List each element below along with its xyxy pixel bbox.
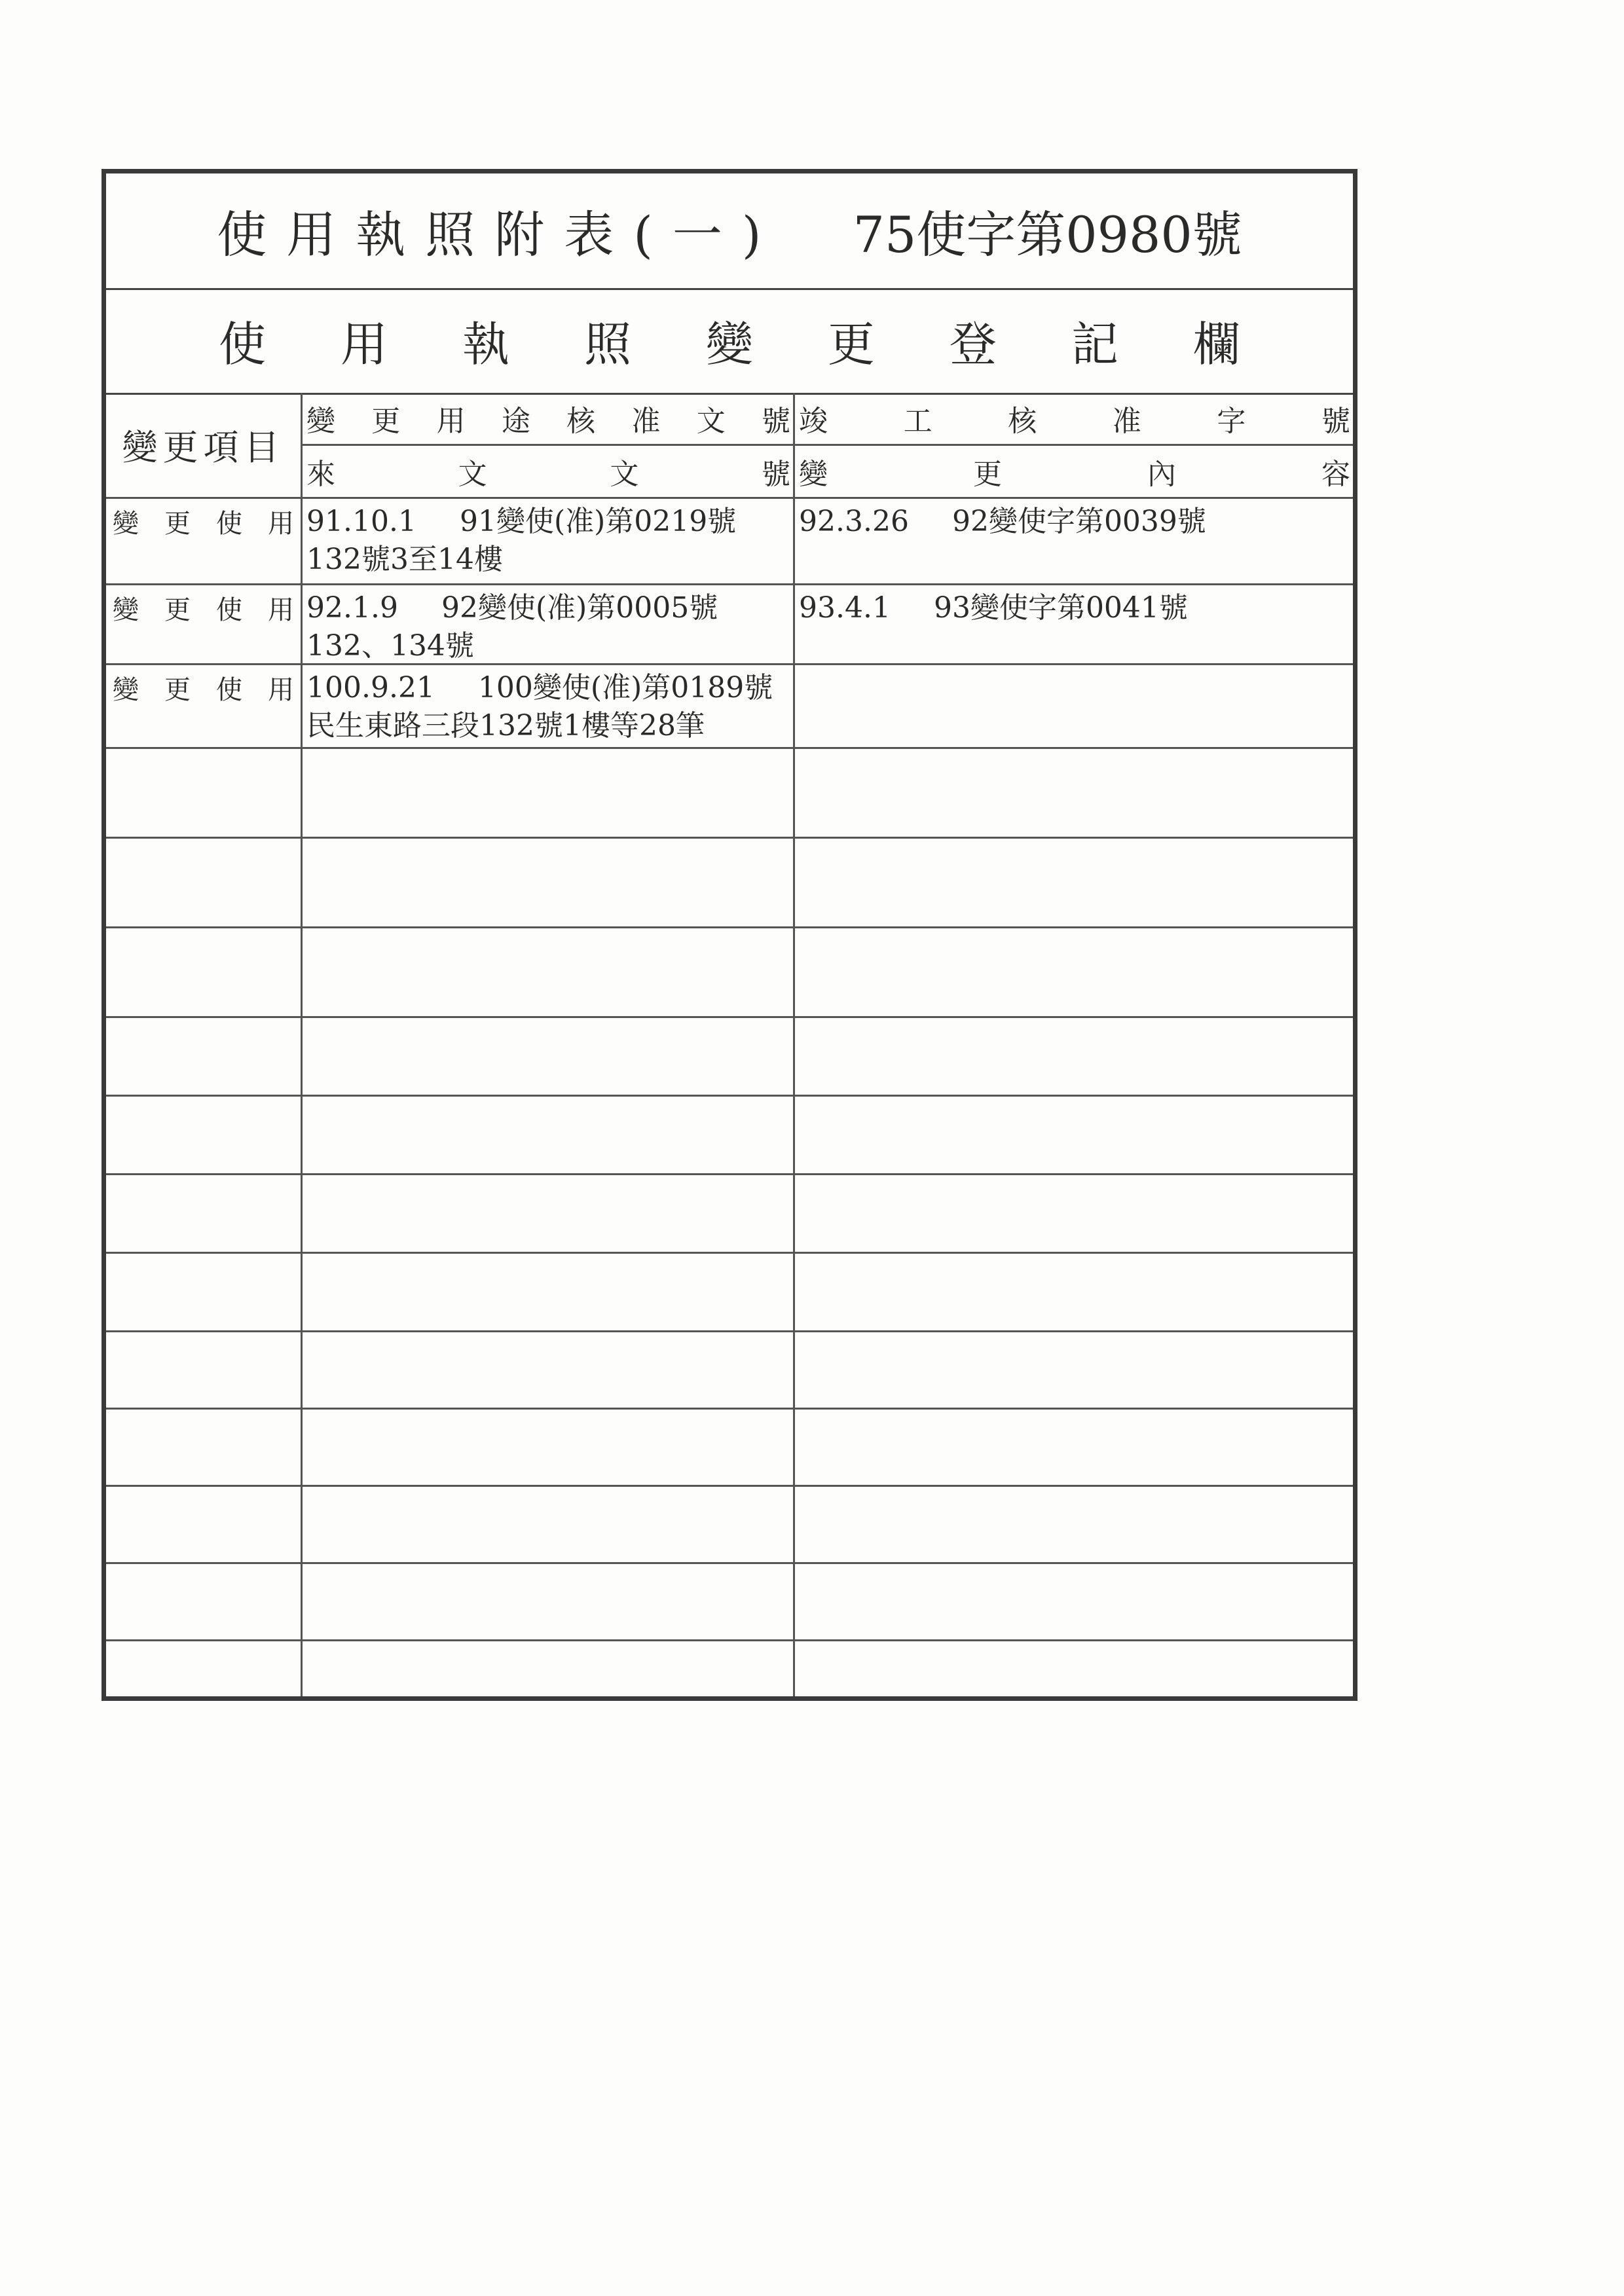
completion-approval-cell xyxy=(795,585,1353,663)
header-change-item: 變更項目 xyxy=(106,393,303,499)
item-char: 更 xyxy=(164,509,191,539)
completion-approval-cell xyxy=(795,1097,1353,1173)
completion-approval-cell xyxy=(795,749,1353,837)
subtitle-char: 用 xyxy=(340,317,388,372)
approval-date: 91.10.1 xyxy=(306,505,416,538)
header-char: 變 xyxy=(306,405,335,438)
header-char: 核 xyxy=(1008,405,1037,438)
completion-doc-number: 93變使字第0041號 xyxy=(933,591,1188,625)
license-number: 75使字第0980號 xyxy=(853,206,1242,264)
approval-scope: 132號3至14樓 xyxy=(306,543,503,576)
approval-doc-cell xyxy=(303,749,795,837)
header-char: 容 xyxy=(1321,458,1350,491)
approval-doc-cell xyxy=(303,928,795,1016)
table-row-empty xyxy=(106,928,1353,1018)
header-change-content xyxy=(795,446,1353,499)
header-char: 核 xyxy=(566,405,596,438)
change-item-cell xyxy=(106,928,303,1016)
change-item-cell xyxy=(106,1641,303,1696)
table-row-empty xyxy=(106,1332,1353,1410)
form-subtitle xyxy=(219,306,1240,374)
table-row xyxy=(106,665,1353,749)
change-item-cell xyxy=(106,585,303,663)
completion-approval-cell xyxy=(795,1641,1353,1696)
approval-doc-cell xyxy=(303,1097,795,1173)
form-title-row xyxy=(106,173,1353,290)
completion-date: 92.3.26 xyxy=(799,505,909,538)
table-row-empty xyxy=(106,1254,1353,1332)
approval-doc-cell xyxy=(303,1332,795,1408)
approval-scope: 132、134號 xyxy=(306,629,474,663)
table-row-empty xyxy=(106,1018,1353,1097)
table-row-empty xyxy=(106,1641,1353,1696)
header-char: 更 xyxy=(371,405,401,438)
subtitle-char: 使 xyxy=(219,317,267,372)
subtitle-char: 欄 xyxy=(1192,317,1240,372)
completion-approval-cell xyxy=(795,928,1353,1016)
subtitle-char: 執 xyxy=(462,317,509,372)
item-char: 變 xyxy=(113,675,139,705)
completion-approval-cell xyxy=(795,665,1353,747)
change-item-cell xyxy=(106,1254,303,1330)
subtitle-char: 更 xyxy=(827,317,875,372)
approval-doc-cell xyxy=(303,1175,795,1252)
item-char: 使 xyxy=(216,675,242,705)
header-char: 文 xyxy=(696,405,726,438)
completion-approval-cell xyxy=(795,1018,1353,1095)
header-char: 用 xyxy=(436,405,466,438)
table-row-empty xyxy=(106,1410,1353,1487)
change-item-cell xyxy=(106,1175,303,1252)
item-char: 更 xyxy=(164,675,191,705)
table-row xyxy=(106,499,1353,585)
change-item-cell xyxy=(106,499,303,583)
item-char: 使 xyxy=(216,595,242,625)
table-row-empty xyxy=(106,749,1353,839)
completion-approval-cell xyxy=(795,1564,1353,1639)
item-char: 用 xyxy=(268,509,294,539)
header-char: 號 xyxy=(1321,405,1350,438)
header-char: 文 xyxy=(458,458,487,491)
change-item-cell xyxy=(106,1487,303,1562)
approval-doc-cell xyxy=(303,585,795,663)
approval-scope: 民生東路三段132號1樓等28筆 xyxy=(306,709,705,742)
completion-approval-cell xyxy=(795,839,1353,926)
form-title: 使用執照附表(一) xyxy=(217,206,781,264)
header-incoming-doc-number xyxy=(303,446,795,499)
approval-doc-cell xyxy=(303,1254,795,1330)
completion-date: 93.4.1 xyxy=(799,591,891,625)
completion-approval-cell xyxy=(795,1254,1353,1330)
header-char: 號 xyxy=(761,405,790,438)
header-char: 准 xyxy=(631,405,661,438)
header-char: 變 xyxy=(799,458,828,491)
table-row-empty xyxy=(106,839,1353,928)
table-row-empty xyxy=(106,1175,1353,1254)
form-subtitle-row xyxy=(106,288,1353,395)
approval-doc-cell xyxy=(303,1564,795,1639)
approval-doc-cell xyxy=(303,499,795,583)
license-appendix-form xyxy=(101,169,1357,1701)
completion-approval-cell xyxy=(795,1332,1353,1408)
approval-doc-cell xyxy=(303,839,795,926)
approval-date: 100.9.21 xyxy=(306,671,435,704)
header-char: 內 xyxy=(1147,458,1176,491)
header-completion-approval-number xyxy=(795,393,1353,446)
change-item-cell xyxy=(106,1332,303,1408)
table-row-empty xyxy=(106,1564,1353,1641)
completion-approval-cell xyxy=(795,1487,1353,1562)
item-char: 變 xyxy=(113,509,139,539)
change-item-cell xyxy=(106,1097,303,1173)
item-char: 用 xyxy=(268,675,294,705)
table-row xyxy=(106,585,1353,665)
header-char: 准 xyxy=(1112,405,1141,438)
approval-doc-number: 91變使(准)第0219號 xyxy=(459,505,737,538)
subtitle-char: 變 xyxy=(705,317,753,372)
item-char: 用 xyxy=(268,595,294,625)
item-char: 使 xyxy=(216,509,242,539)
header-char: 更 xyxy=(973,458,1002,491)
approval-doc-number: 100變使(准)第0189號 xyxy=(477,671,773,704)
approval-date: 92.1.9 xyxy=(306,591,398,625)
change-item-cell xyxy=(106,839,303,926)
item-char: 變 xyxy=(113,595,139,625)
table-row-empty xyxy=(106,1097,1353,1175)
header-char: 途 xyxy=(501,405,530,438)
header-char: 竣 xyxy=(799,405,828,438)
change-item-cell xyxy=(106,1018,303,1095)
header-char: 工 xyxy=(903,405,932,438)
completion-approval-cell xyxy=(795,1175,1353,1252)
item-char: 更 xyxy=(164,595,191,625)
completion-doc-number: 92變使字第0039號 xyxy=(951,505,1206,538)
change-item-cell xyxy=(106,749,303,837)
header-char: 來 xyxy=(306,458,335,491)
header-char: 文 xyxy=(610,458,639,491)
approval-doc-cell xyxy=(303,1018,795,1095)
subtitle-char: 照 xyxy=(583,317,631,372)
approval-doc-cell xyxy=(303,665,795,747)
approval-doc-cell xyxy=(303,1641,795,1696)
change-item-cell xyxy=(106,1564,303,1639)
change-item-cell xyxy=(106,665,303,747)
approval-doc-cell xyxy=(303,1487,795,1562)
header-char: 號 xyxy=(761,458,790,491)
completion-approval-cell xyxy=(795,1410,1353,1485)
completion-approval-cell xyxy=(795,499,1353,583)
header-char: 字 xyxy=(1217,405,1246,438)
change-item-cell xyxy=(106,1410,303,1485)
subtitle-char: 登 xyxy=(949,317,997,372)
table-row-empty xyxy=(106,1487,1353,1564)
approval-doc-number: 92變使(准)第0005號 xyxy=(441,591,718,625)
approval-doc-cell xyxy=(303,1410,795,1485)
subtitle-char: 記 xyxy=(1071,317,1118,372)
header-approval-doc-number xyxy=(303,393,795,446)
